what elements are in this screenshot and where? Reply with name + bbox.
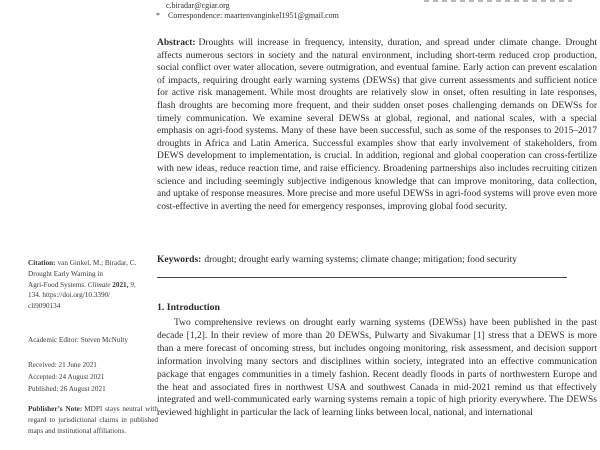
clipped-line-remnant <box>424 0 572 2</box>
academic-editor-block <box>28 335 158 346</box>
keywords-text: drought; drought early warning systems; climate change; mitigation; food security <box>204 255 517 265</box>
citation-journal-line: Agri-Food Systems. Climate 2021, 9, <box>28 280 136 289</box>
publishers-note-label: Publisher’s Note: <box>28 405 83 413</box>
author-email: c.biradar@cgiar.org <box>166 1 230 10</box>
citation-label: Citation: <box>28 259 56 267</box>
keywords-line <box>157 254 597 266</box>
keywords-label: Keywords: <box>157 255 202 265</box>
introduction-heading: 1. Introduction <box>157 302 220 313</box>
publishers-note-text: MDPI stays neutral with regard to jurisdictional claims in published maps and institutional affiliations. <box>28 405 158 435</box>
citation-doi-line2: cli9090134 <box>28 302 61 311</box>
publishers-note-block <box>28 404 158 437</box>
published-line: Published: 26 August 2021 <box>28 385 106 393</box>
dates-block <box>28 359 158 395</box>
citation-block <box>28 258 158 312</box>
citation-authors: van Ginkel, M.; Biradar, C. <box>57 259 137 267</box>
citation-journal: Climate <box>87 280 113 289</box>
abstract-label: Abstract: <box>157 38 196 48</box>
section-divider <box>157 277 567 278</box>
abstract-text: Droughts will increase in frequency, intensity, duration, and spread under climate change. Drought affects numerous sectors in society and the natural environment, including short-term reduced crop production, social conflict over water allocation, severe outmigration, and eventual famine. Early action can prevent escalation of impacts, requiring drought early warning systems (DEWSs) that give current assessments and sufficient notice for active risk management. While most droughts are relatively slow in onset, often resulting in late responses, flash droughts are becoming more frequent, and their sudden onset poses challenging demands on DEWSs for timely communication. We examine several DEWSs at global, regional, and national scales, with a special emphasis on agri-food systems. Many of these have been successful, such as some of the responses to 2015–2017 droughts in Africa and Latin America. Successful examples show that early involvement of stakeholders, from DEWS development to implementation, is crucial. In addition, regional and global cooperation can cross-fertilize with new ideas, reduce reaction time, and raise efficiency. Broadening partnerships also includes recruiting citizen science and including seemingly subjective indigenous knowledge that can improve monitoring, data collection, and uptake of response measures. More precise and more useful DEWSs in agri-food systems will prove even more cost-effective in averting the need for emergency responses, improving global food security. <box>157 38 597 212</box>
academic-editor-name: Steven McNulty <box>80 336 129 344</box>
introduction-paragraph: Two comprehensive reviews on drought early warning systems (DEWSs) have been published in the past decade [1,2]. In their review of more than 20 DEWSs, Pulwarty and Sivakumar [1] stress that a DEWS is more than a mere forecast of oncoming stress, but includes ongoing monitoring, risk assessment, and decision support information involving many sectors and disciplines within society, integrated into an effective communication package that engages communities in a timely fashion. Recent deadly floods in parts of northwestern Europe and the heat and associated fires in northwest USA and southwest Canada in mid-2021 remind us that effectively integrated and well-communicated early warning systems remain a topic of high priority everywhere. The DEWSs reviewed highlight in particular the lack of learning links between local, national, and international <box>157 318 597 419</box>
citation-doi-line1: 134. https://doi.org/10.3390/ <box>28 291 111 300</box>
correspondence-line <box>156 11 339 21</box>
academic-editor-label: Academic Editor: <box>28 336 79 344</box>
citation-title-line: Drought Early Warning in <box>28 269 103 278</box>
correspondence-marker: * <box>156 11 160 20</box>
accepted-line: Accepted: 24 August 2021 <box>28 373 105 381</box>
abstract-paragraph <box>157 37 597 213</box>
citation-year: 2021, <box>112 280 131 289</box>
correspondence-text: Correspondence: maartenvanginkel1951@gmail.com <box>168 11 339 20</box>
citation-volume: 9, <box>130 280 136 289</box>
received-line: Received: 21 June 2021 <box>28 361 97 369</box>
